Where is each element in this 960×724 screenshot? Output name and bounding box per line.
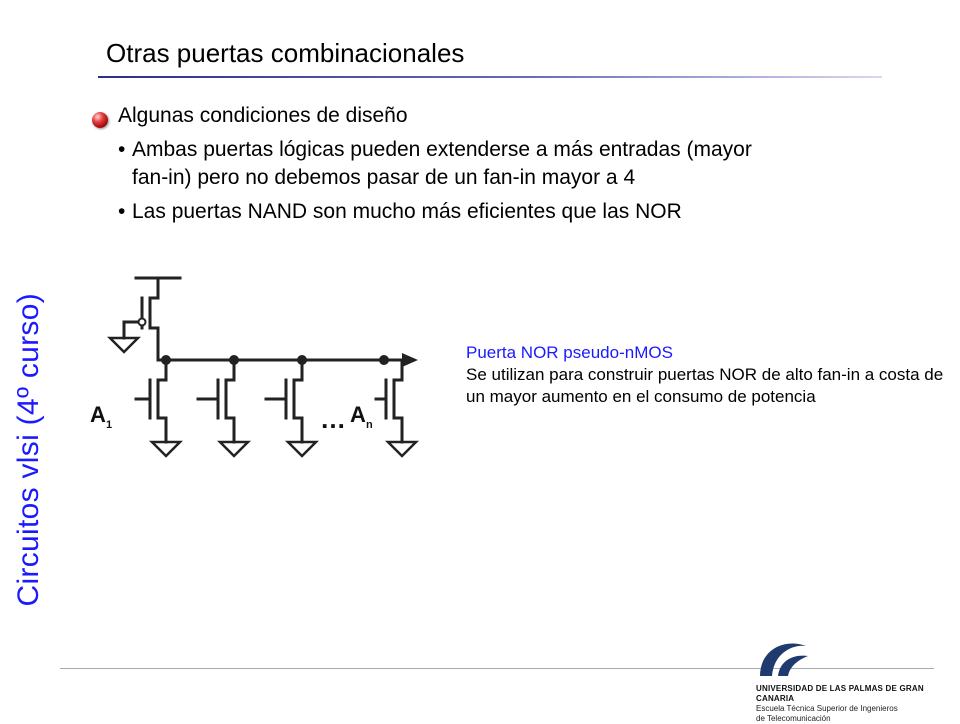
caption-title: Puerta NOR pseudo-nMOS bbox=[466, 343, 673, 362]
sub-bullet-2-text: Las puertas NAND son mucho más eficientes que las NOR bbox=[132, 200, 682, 223]
pmos-load-transistor bbox=[110, 278, 180, 360]
sub-bullet-2 bbox=[118, 198, 682, 226]
slide-title: Otras puertas combinacionales bbox=[106, 38, 465, 68]
school-name-line1: Escuela Técnica Superior de Ingenieros bbox=[756, 704, 898, 713]
input-an-label: A bbox=[350, 402, 366, 427]
caption-text: Se utilizan para construir puertas NOR de alto fan-in a costa de un mayor aumento en el consumo de potencia bbox=[466, 365, 944, 406]
output-node-line bbox=[158, 353, 418, 367]
ellipsis-label: … bbox=[320, 404, 346, 434]
side-course-title bbox=[6, 240, 52, 660]
nmos-transistor-2 bbox=[198, 360, 248, 456]
nmos-transistor-3 bbox=[266, 360, 316, 456]
schematic-caption bbox=[466, 342, 956, 408]
sub-bullet-1 bbox=[118, 136, 938, 192]
nmos-transistor-n bbox=[376, 360, 416, 456]
university-logo-icon bbox=[754, 636, 814, 680]
title-underline bbox=[98, 76, 882, 78]
bullet-ball-icon bbox=[92, 112, 108, 128]
nor-pseudo-nmos-schematic bbox=[84, 262, 444, 472]
university-name: UNIVERSIDAD DE LAS PALMAS DE GRAN CANARIA bbox=[756, 684, 924, 703]
input-a1-subscript: 1 bbox=[106, 419, 113, 431]
input-a1-label: A bbox=[90, 402, 106, 427]
input-an-subscript: n bbox=[366, 419, 373, 431]
sub-bullet-dot: • bbox=[118, 138, 126, 161]
sub-bullet-1-line2: fan-in) pero no debemos pasar de un fan-in mayor a 4 bbox=[132, 166, 636, 189]
side-course-title-text: Circuitos vlsi (4º curso) bbox=[12, 293, 45, 607]
university-logo-text bbox=[756, 684, 960, 724]
school-name-line2: de Telecomunicación bbox=[756, 714, 831, 723]
sub-bullet-dot: • bbox=[118, 200, 126, 223]
bullet-heading: Algunas condiciones de diseño bbox=[118, 104, 408, 127]
nmos-transistor-1 bbox=[136, 360, 180, 456]
sub-bullet-1-line1: Ambas puertas lógicas pueden extenderse a más entradas (mayor bbox=[132, 138, 752, 161]
